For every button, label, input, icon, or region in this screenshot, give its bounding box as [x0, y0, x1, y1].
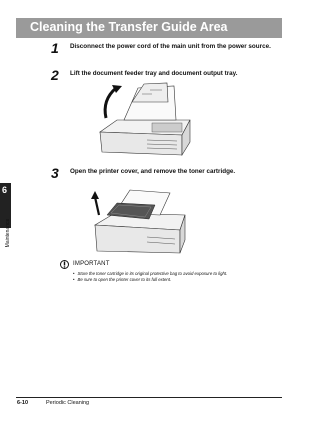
footer-section-name: Periodic Cleaning [46, 400, 90, 406]
step-number: 1 [51, 40, 59, 56]
section-title-bar [16, 18, 282, 38]
important-item: • Store the toner cartridge in its original protective bag to avoid exposure to light. [73, 271, 278, 277]
page-title: Cleaning the Transfer Guide Area [30, 20, 228, 34]
important-title: IMPORTANT [73, 261, 110, 267]
important-list [73, 271, 278, 283]
chapter-label: Maintenance [5, 218, 11, 248]
important-item: • Be sure to open the printer cover to its full extent. [73, 277, 278, 283]
page-number: 6-10 [17, 400, 29, 406]
step-text: Disconnect the power cord of the main unit from the power source. [70, 43, 271, 50]
important-icon [60, 259, 69, 270]
step-text: Open the printer cover, and remove the toner cartridge. [70, 168, 236, 175]
step-number: 2 [51, 67, 59, 83]
step-number: 3 [51, 165, 59, 181]
step-text: Lift the document feeder tray and document output tray. [70, 70, 238, 77]
toner-removal-illustration [85, 185, 195, 255]
chapter-number: 6 [2, 185, 8, 195]
feeder-tray-illustration [92, 80, 197, 158]
footer-divider [16, 397, 282, 398]
